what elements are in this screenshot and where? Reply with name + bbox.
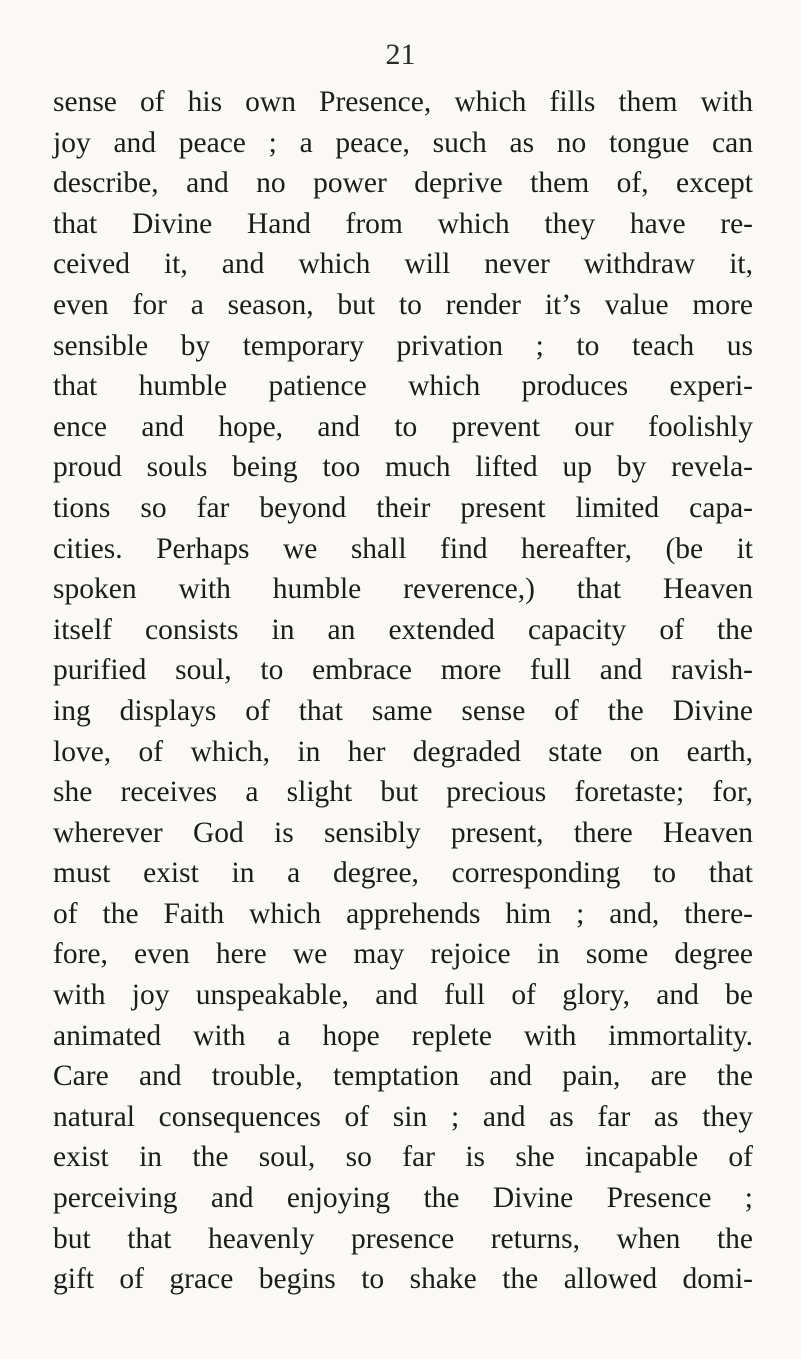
text-line: ceived it, and which will never withdraw it, xyxy=(53,248,753,281)
text-line: even for a season, but to render it’s value more xyxy=(53,288,753,321)
text-line: natural consequences of sin ; and as far as they xyxy=(53,1100,753,1133)
text-line: cities. Perhaps we shall find hereafter, (be it xyxy=(53,532,753,565)
text-line: tions so far beyond their present limited capa- xyxy=(53,491,753,524)
text-line: that Divine Hand from which they have re- xyxy=(53,207,753,240)
text-line: sense of his own Presence, which fills them with xyxy=(53,86,753,118)
text-line: that humble patience which produces experi- xyxy=(53,370,753,403)
text-line: Care and trouble, temptation and pain, are the xyxy=(53,1060,753,1093)
text-line: ing displays of that same sense of the Divine xyxy=(53,694,753,727)
text-line: joy and peace ; a peace, such as no tongue can xyxy=(53,126,753,159)
text-line: ence and hope, and to prevent our foolishly xyxy=(53,410,753,443)
body-text xyxy=(53,82,753,1300)
text-line: itself consists in an extended capacity of the xyxy=(53,613,753,646)
text-line: wherever God is sensibly present, there Heaven xyxy=(53,816,753,849)
text-line: describe, and no power deprive them of, except xyxy=(53,167,753,200)
text-line: spoken with humble reverence,) that Heaven xyxy=(53,573,753,606)
text-line: of the Faith which apprehends him ; and, there- xyxy=(53,897,753,930)
text-line: she receives a slight but precious foretaste; for, xyxy=(53,776,753,809)
text-line: fore, even here we may rejoice in some degree xyxy=(53,938,753,971)
text-line: love, of which, in her degraded state on earth, xyxy=(53,735,753,768)
page-number: 21 xyxy=(385,38,416,71)
text-line: animated with a hope replete with immortality. xyxy=(53,1019,753,1052)
text-line: exist in the soul, so far is she incapable of xyxy=(53,1141,753,1174)
text-line: purified soul, to embrace more full and ravish- xyxy=(53,654,753,687)
text-line: perceiving and enjoying the Divine Presence ; xyxy=(53,1182,753,1215)
text-line: must exist in a degree, corresponding to that xyxy=(53,857,753,890)
text-line: sensible by temporary privation ; to teach us xyxy=(53,329,753,362)
text-line: gift of grace begins to shake the allowed domi- xyxy=(53,1263,753,1296)
text-line: with joy unspeakable, and full of glory, and be xyxy=(53,979,753,1012)
text-line: but that heavenly presence returns, when the xyxy=(53,1222,753,1255)
text-line: proud souls being too much lifted up by revela- xyxy=(53,451,753,484)
